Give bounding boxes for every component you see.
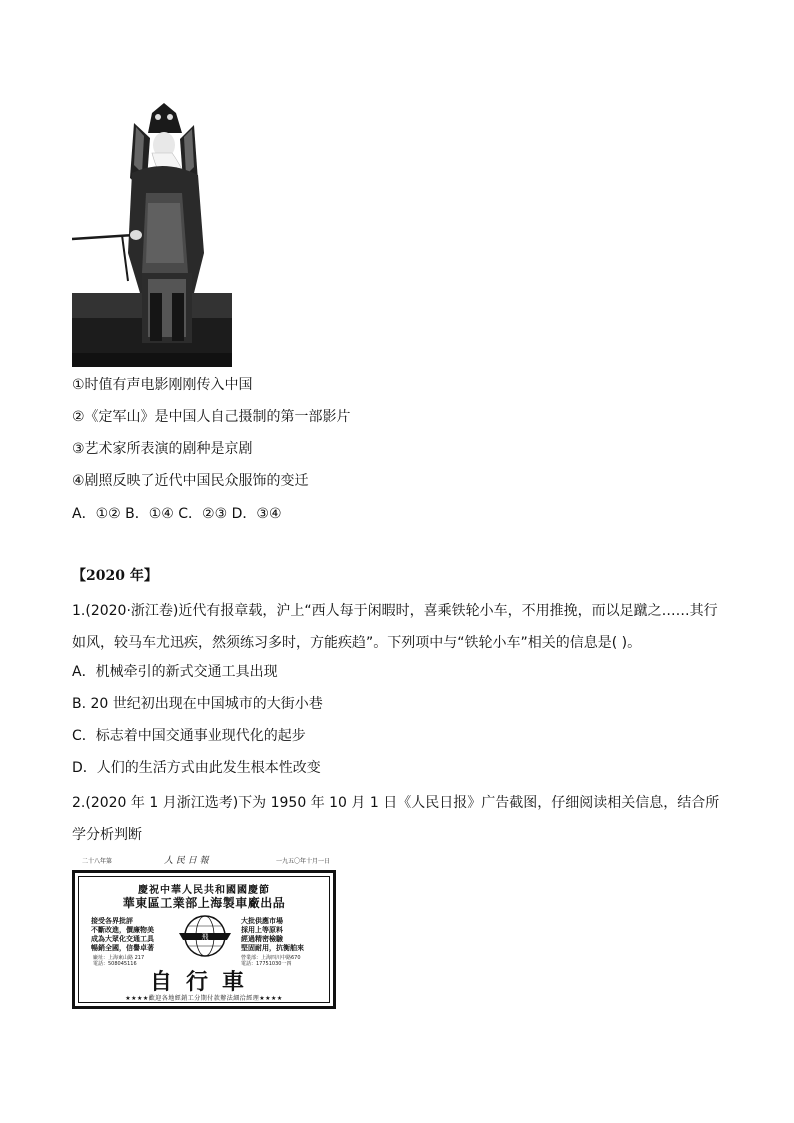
ad-right-line: 堅固耐用，抗衡舶來 — [241, 944, 304, 952]
ad-phone-line: 電話：17751030一四 — [241, 961, 292, 967]
globe-emblem-icon — [177, 913, 233, 959]
ad-address-line: 營業部：上海四川中路670 — [241, 955, 301, 961]
statement-2: ②《定军山》是中国人自己摄制的第一部影片 — [72, 409, 351, 425]
newspaper-ad — [72, 857, 336, 1009]
statement-1: ①时值有声电影刚刚传入中国 — [72, 377, 253, 393]
statement-4: ④剧照反映了近代中国民众服饰的变迁 — [72, 473, 309, 489]
section-heading: 【2020 年】 — [72, 568, 158, 584]
ad-manufacturer: 華東區工業部上海製車廠出品 — [122, 896, 286, 910]
ad-address-line: 廠址：上海東山路 217 — [93, 955, 145, 961]
option-c: C．标志着中国交通事业现代化的起步 — [72, 728, 306, 744]
question-1-stem: 1.(2020·浙江卷)近代有报章载，沪上“西人每于闲暇时，喜乘铁轮小车，不用推挽，而以足蹴之……其行如风，较马车尤迅疾，然须练习多时，方能疾趋”。下列项中与“铁轮小车”相关的信息是( )。 — [72, 603, 718, 651]
opera-stage-photo — [72, 103, 232, 367]
ad-right-column — [241, 917, 304, 953]
masthead-issue: 二十八年第 — [82, 858, 113, 865]
ad-headline: 慶祝中華人民共和國國慶節 — [138, 885, 270, 896]
ad-left-column — [91, 917, 154, 953]
ad-right-line: 經過精密檢驗 — [241, 935, 283, 943]
ad-left-line: 不斷改進，價廉物美 — [91, 926, 154, 934]
statement-3: ③艺术家所表演的剧种是京剧 — [72, 441, 253, 457]
ad-right-line: 採用上等原料 — [241, 926, 283, 934]
ad-left-line: 暢銷全國，信譽卓著 — [91, 944, 154, 952]
ad-phone-line: 電話：508045116 — [93, 961, 137, 967]
answer-options: A．①② B．①④ C．②③ D．③④ — [72, 506, 282, 522]
ad-footer: ★★★★歡迎各地經銷工分期付款辦法細洽經理★★★★ — [125, 995, 283, 1002]
question-2-stem: 2.(2020 年 1 月浙江选考)下为 1950 年 10 月 1 日《人民日报》广告截图，仔细阅读相关信息，结合所学分析判断 — [72, 795, 720, 843]
ad-right-line: 大批供應市場 — [241, 917, 283, 925]
ad-left-line: 成為大眾化交通工具 — [91, 935, 154, 943]
newspaper-masthead — [72, 857, 336, 867]
option-b: B. 20 世纪初出现在中国城市的大街小巷 — [72, 696, 323, 712]
option-a: A．机械牵引的新式交通工具出现 — [72, 664, 278, 680]
ad-left-line: 接受各界批評 — [91, 917, 133, 925]
masthead-title: 人 民 日 報 — [164, 856, 209, 866]
ad-product-name: 自行車 — [149, 969, 258, 995]
ad-frame — [72, 870, 336, 1009]
emblem-text: 飛 — [201, 933, 209, 941]
masthead-date: 一九五〇年十月一日 — [275, 858, 330, 865]
option-d: D．人们的生活方式由此发生根本性改变 — [72, 760, 321, 776]
